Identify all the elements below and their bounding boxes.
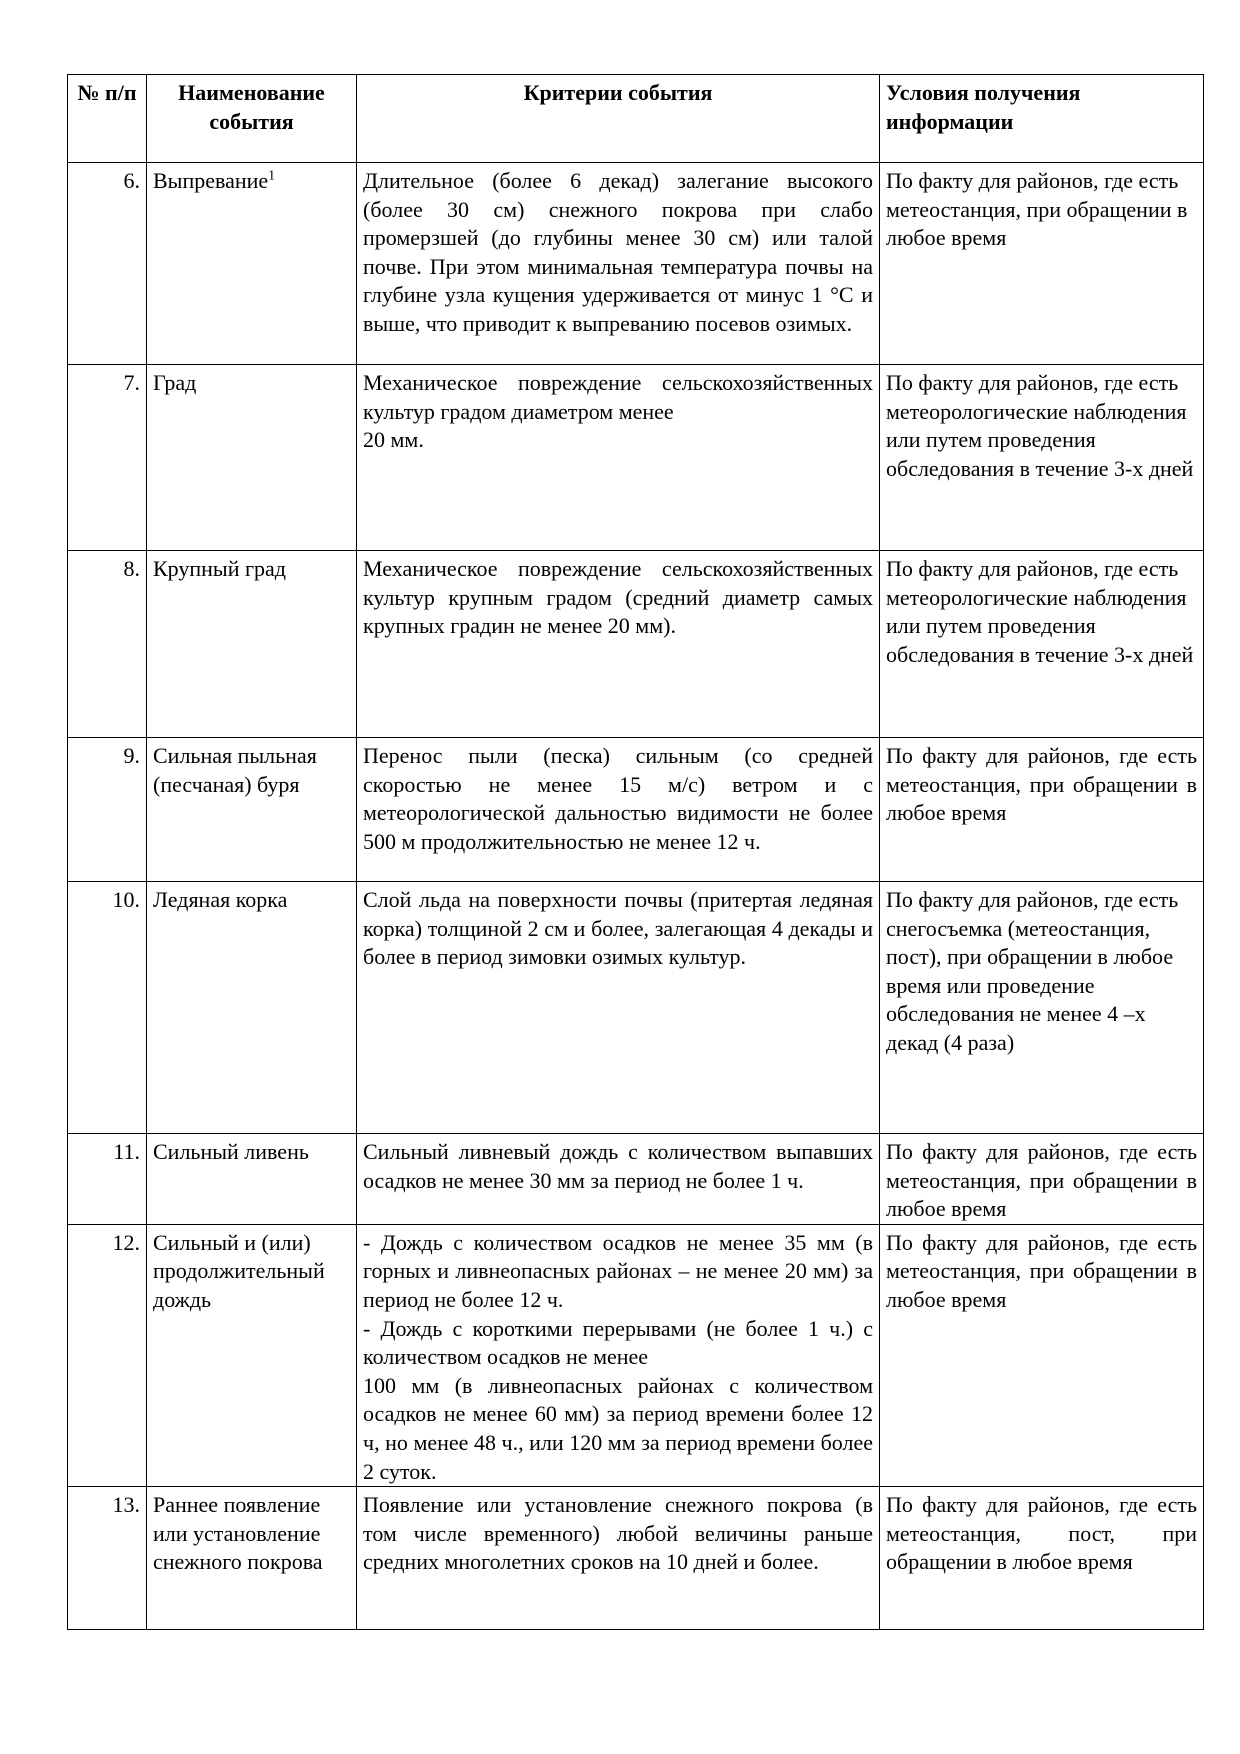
criteria-paragraph: 100 мм (в ливнеопасных районах с количеством осадков не менее 60 мм) за период времени более 12 ч, но менее 48 ч., или 120 мм за период времени более 2 суток.	[363, 1372, 873, 1484]
row-criteria	[357, 882, 880, 1134]
row-num: 11.	[68, 1134, 147, 1225]
row-criteria	[357, 163, 880, 365]
row-conditions: По факту для районов, где есть метеостанция, пост, при обращении в любое время	[880, 1487, 1204, 1630]
row-conditions: По факту для районов, где есть метеостанция, при обращении в любое время	[880, 1224, 1204, 1486]
row-num: 8.	[68, 551, 147, 738]
table-row	[68, 163, 1204, 365]
row-conditions: По факту для районов, где есть метеорологические наблюдения или путем проведения обследования в течение 3-х дней	[880, 365, 1204, 551]
criteria-paragraph: 20 мм.	[363, 427, 424, 453]
row-conditions: По факту для районов, где есть метеостанция, при обращении в любое время	[880, 1134, 1204, 1225]
row-name: Сильный ливень	[147, 1134, 357, 1225]
events-table	[67, 74, 1204, 1630]
criteria-paragraph: Слой льда на поверхности почвы (притертая ледяная корка) толщиной 2 см и более, залегающая 4 декады и более в период зимовки озимых культур.	[363, 887, 873, 970]
criteria-paragraph: Механическое повреждение сельскохозяйственных культур градом диаметром менее	[363, 370, 873, 424]
table-row	[68, 551, 1204, 738]
row-conditions: По факту для районов, где есть метеостанция, при обращении в любое время	[880, 738, 1204, 882]
row-num: 9.	[68, 738, 147, 882]
criteria-paragraph: Перенос пыли (песка) сильным (со средней скоростью не менее 15 м/с) ветром и с метеорологической дальностью видимости не более 500 м продолжительностью не менее 12 ч.	[363, 743, 873, 854]
table-row	[68, 1134, 1204, 1225]
row-name: Раннее появление или установление снежного покрова	[147, 1487, 357, 1630]
row-criteria	[357, 738, 880, 882]
row-name: Ледяная корка	[147, 882, 357, 1134]
row-conditions: По факту для районов, где есть метеорологические наблюдения или путем проведения обследования в течение 3-х дней	[880, 551, 1204, 738]
table-row	[68, 1224, 1204, 1486]
row-name	[147, 163, 357, 365]
row-num: 12.	[68, 1224, 147, 1486]
criteria-paragraph: Появление или установление снежного покрова (в том числе временного) любой величины раньше средних многолетних сроков на 10 дней и более.	[363, 1492, 873, 1575]
criteria-paragraph: - Дождь с количеством осадков не менее 35 мм (в горных и ливнеопасных районах – не менее 20 мм) за период не более 12 ч.	[363, 1229, 873, 1312]
row-name: Град	[147, 365, 357, 551]
table-header-row	[68, 75, 1204, 163]
row-name: Сильный и (или) продолжительный дождь	[147, 1224, 357, 1486]
row-num: 7.	[68, 365, 147, 551]
header-conditions: Условия получения информации	[880, 75, 1204, 163]
table-row	[68, 365, 1204, 551]
criteria-paragraph: Механическое повреждение сельскохозяйственных культур крупным градом (средний диаметр самых крупных градин не менее 20 мм).	[363, 556, 873, 639]
row-name: Сильная пыльная (песчаная) буря	[147, 738, 357, 882]
table-row	[68, 1487, 1204, 1630]
header-name: Наименование события	[147, 75, 357, 163]
criteria-paragraph: Сильный ливневый дождь с количеством выпавших осадков не менее 30 мм за период не более 1 ч.	[363, 1139, 873, 1193]
row-criteria	[357, 1134, 880, 1225]
row-criteria	[357, 551, 880, 738]
row-criteria	[357, 1224, 880, 1486]
row-criteria	[357, 1487, 880, 1630]
row-criteria	[357, 365, 880, 551]
row-num: 13.	[68, 1487, 147, 1630]
criteria-paragraph: Длительное (более 6 декад) залегание высокого (более 30 см) снежного покрова при слабо промерзшей (до глубины менее 30 см) или талой почве. При этом минимальная температура почвы на глубине узла кущения удерживается от минус 1 °С и выше, что приводит к выпреванию посевов озимых.	[363, 168, 873, 336]
criteria-paragraph: - Дождь с короткими перерывами (не более 1 ч.) с количеством осадков не менее	[363, 1315, 873, 1370]
footnote-mark: 1	[268, 168, 276, 184]
header-criteria: Критерии события	[357, 75, 880, 163]
row-num: 6.	[68, 163, 147, 365]
row-conditions: По факту для районов, где есть метеостанция, при обращении в любое время	[880, 163, 1204, 365]
table-row	[68, 738, 1204, 882]
row-name-text: Выпревание	[153, 168, 269, 193]
row-num: 10.	[68, 882, 147, 1134]
row-conditions: По факту для районов, где есть снегосъемка (метеостанция, пост), при обращении в любое время или проведение обследования не менее 4 –х декад (4 раза)	[880, 882, 1204, 1134]
table-row	[68, 882, 1204, 1134]
header-num: № п/п	[68, 75, 147, 163]
row-name: Крупный град	[147, 551, 357, 738]
